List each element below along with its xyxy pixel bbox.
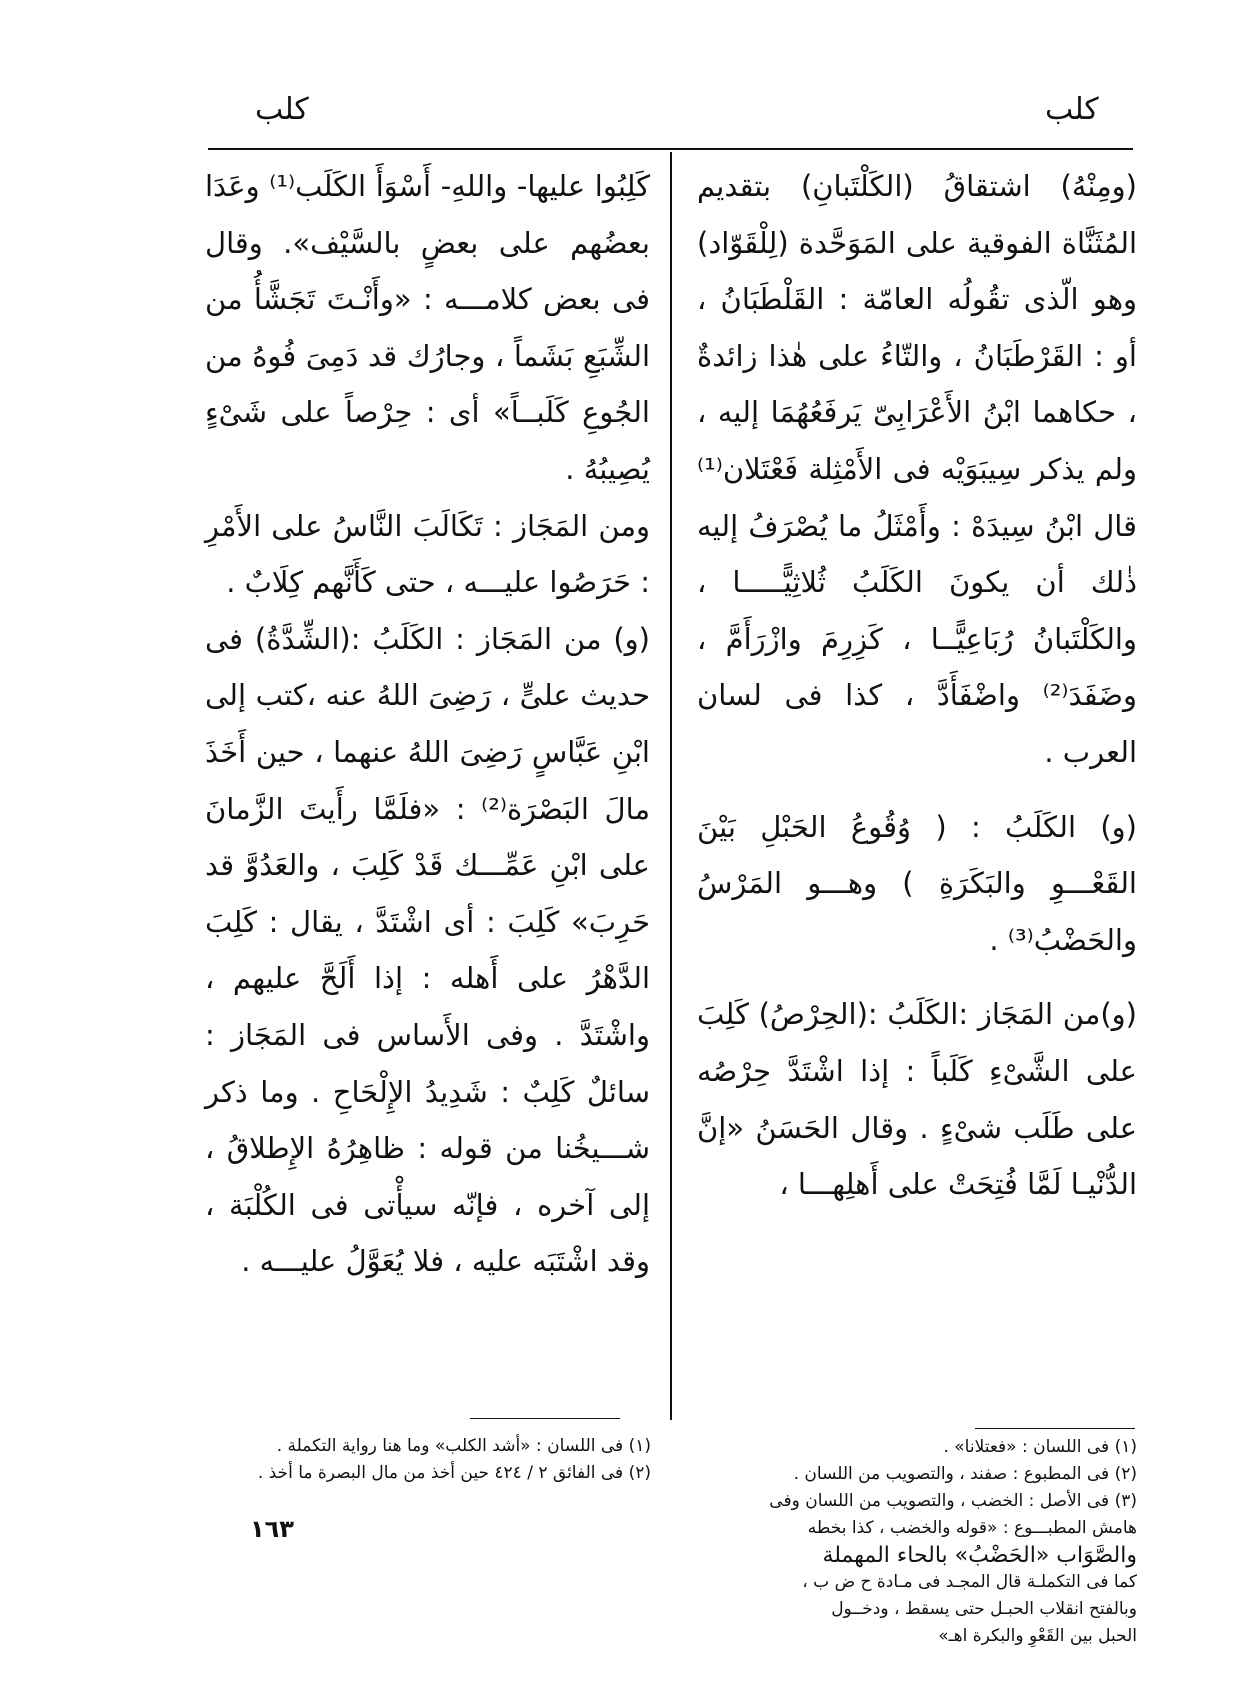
column-divider — [670, 152, 672, 1420]
footnote-line: وبالفتح انقلاب الحبـل حتى يسقط ، ودخــول — [831, 1599, 1137, 1619]
entry-paragraph: (و) من المَجَاز : الكَلَبُ :(الشِّدَّةُ) فى حديث علىٍّ ، رَضِىَ اللهُ عنه ،كتب إلى ابْنِ عَبَّاسٍ رَضِىَ اللهُ عنهما ، حين أَخَذَ مالَ البَصْرَة⁽²⁾ : «فلَمَّا رأَيتَ الزَّمانَ على ابْنِ عَمِّـــك قَدْ كَلِبَ ، والعَدُوَّ قد حَرِبَ» كَلِبَ : أى اشْتَدَّ ، يقال : كَلِبَ الدَّهْرُ على أَهله : إذا أَلَحَّ عليهم ، واشْتَدَّ . وفى الأَساس فى المَجَاز : سائلٌ كَلِبٌ : شَدِيدُ الإِلْحَاحِ . وما ذكر شـــيخُنا من قوله : ظاهِرُهُ الإِطلاقُ ، إلى آخره ، فإنّه سيأْتى فى الكُلْبَة ، وقد اشْتَبَه عليه ، فلا يُعَوَّلُ عليـــه . — [205, 621, 650, 1279]
entry-paragraph: كَلِبُوا عليها- واللهِ- أَسْوَأَ الكَلَب⁽¹⁾ وعَدَا بعضُهم على بعضٍ بالسَّيْف». وقال فى بعض كلامـــه : «وأَنْـتَ تَجَشَّأُ من الشِّبَعِ بَشَماً ، وجارُك قد دَمِىَ فُوهُ من الجُوعِ كَلَبــاً» أى : حِرْصاً على شَىْءٍ يُصِيبُهُ . — [205, 169, 651, 486]
footnote-rule-right — [975, 1428, 1135, 1429]
footnote-line: (٢) فى المطبوع : صفند ، والتصويب من اللسان . — [793, 1464, 1137, 1484]
entry-paragraph: (و) الكَلَبُ : ( وُقُوعُ الحَبْلِ بَيْنَ القَعْـــوِ والبَكَرَةِ ) وهـــو المَرْسُ والحَضْبُ⁽³⁾ . — [697, 809, 1137, 957]
running-header-right: كلب — [1045, 92, 1099, 127]
footnote-line: والصَّوَاب «الحَضْبُ» بالحاء المهملة — [822, 1543, 1137, 1568]
left-text-column — [205, 158, 650, 1290]
footnote-line: (٣) فى الأصل : الخضب ، والتصويب من اللسان وفى — [769, 1491, 1137, 1511]
right-text-column — [697, 158, 1137, 1213]
footnote-line: الحبل بين القَعْوِ والبكرة اهـ» — [938, 1626, 1137, 1646]
page-number: ١٦٣ — [250, 1515, 294, 1543]
entry-paragraph: (ومِنْهُ) اشتقاقُ (الكَلْتَبانِ) بتقديم المُثَنَّاة الفوقية على المَوَحَّدة (لِلْقَوّاد) وهو الّذى تقُولُه العامّة : القَلْطَبَانُ ، أو : القَرْطَبَانُ ، والتّاءُ على هٰذا زائدةٌ ، حكاهما ابْنُ الأَعْرَابِىّ يَرفَعُهُمَا إليه ، ولم يذكر سِيبَوَيْه فى الأَمْثِلة فَعْتَلان⁽¹⁾ قال ابْنُ سِيدَهْ : وأَمْثَلُ ما يُصْرَفُ إليه ذٰلك أن يكونَ الكَلَبُ ثُلاثِيًّـــــا ، والكَلْتَبانُ رُبَاعِيًّــا ، كَزِرِمَ وازْرَأَمَّ ، وضَفَدَ⁽²⁾ واضْفَأَدَّ ، كذا فى لسان العرب . — [697, 169, 1137, 769]
entry-paragraph: ومن المَجَاز : تَكَالَبَ النَّاسُ على الأَمْرِ : حَرَصُوا عليـــه ، حتى كَأَنَّهم كِلَابٌ . — [205, 508, 650, 600]
entry-paragraph: (و)من المَجَاز :الكَلَبُ :(الحِرْصُ) كَلِبَ على الشَّىْءِ كَلَباً : إذا اشْتَدَّ حِرْصُه على طَلَب شىْءٍ . وقال الحَسَنُ «إنَّ الدُّنْيـا لَمَّا فُتِحَتْ على أَهلِهـــا ، — [697, 997, 1137, 1202]
footnote-rule-left — [470, 1418, 620, 1419]
footnote-line: كما فى التكملـة قال المجـد فى مـادة ح ض ب ، — [802, 1572, 1137, 1592]
running-header-left: كلب — [255, 92, 309, 127]
footnotes-left — [196, 1433, 651, 1487]
footnote-line: (٢) فى الفائق ٢ / ٤٢٤ حين أخذ من مال البصرة ما أخذ . — [257, 1463, 651, 1483]
header-rule — [208, 148, 1133, 150]
footnote-line: (١) فى اللسان : «أشد الكلب» وما هنا رواية التكملة . — [276, 1436, 651, 1456]
footnotes-right — [697, 1434, 1137, 1650]
footnote-line: (١) فى اللسان : «فعتلانا» . — [943, 1437, 1137, 1457]
footnote-line: هامش المطبـــوع : «قوله والخضب ، كذا بخطه — [807, 1518, 1137, 1538]
